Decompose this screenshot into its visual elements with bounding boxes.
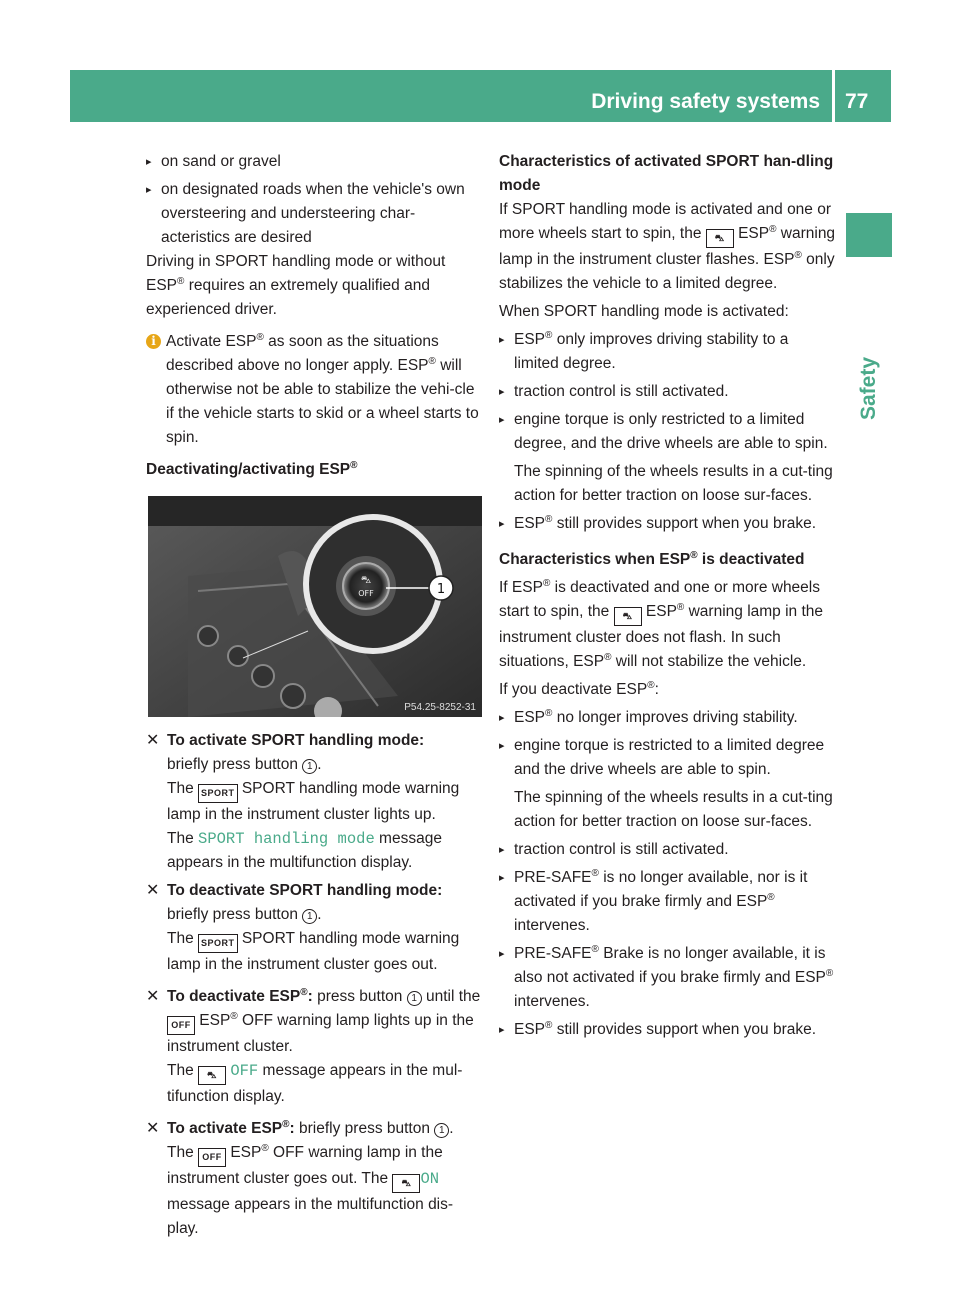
display-message: SPORT handling mode bbox=[198, 830, 375, 848]
photo-reference-label: P54.25-8252-31 bbox=[404, 702, 476, 713]
step-arrow-icon: ✕ bbox=[146, 882, 160, 899]
info-note: i Activate ESP® as soon as the situations described above no longer apply. ESP® will otherwise not be able to stabilize the vehi-cle if the vehicle starts to skid or a wheel starts to spin. bbox=[146, 330, 482, 450]
svg-text:⛍: ⛍ bbox=[360, 575, 372, 586]
section-heading: Characteristics when ESP® is deactivated bbox=[499, 549, 805, 568]
info-icon: i bbox=[146, 334, 161, 349]
console-illustration bbox=[148, 496, 482, 717]
step-arrow-icon: ✕ bbox=[146, 988, 160, 1005]
list-item: ▸ ESP® still provides support when you brake. bbox=[499, 512, 836, 536]
esp-lamp-icon: ⛍ bbox=[614, 607, 642, 626]
list-item: ▸ PRE-SAFE® Brake is no longer available, it is also not activated if you brake firmly and ESP® intervenes. bbox=[499, 942, 836, 1014]
header-divider bbox=[832, 70, 835, 122]
page-number: 77 bbox=[845, 90, 869, 113]
sport-lamp-icon: SPORT bbox=[198, 934, 238, 953]
step-title: To activate SPORT handling mode: bbox=[167, 732, 425, 749]
list-item: ▸ on designated roads when the vehicle's own oversteering and understeering char-acteristics are desired bbox=[146, 178, 482, 250]
paragraph: Driving in SPORT handling mode or without ESP® requires an extremely qualified and experienced driver. bbox=[146, 253, 446, 318]
list-item: ▸ ESP® no longer improves driving stability. bbox=[499, 706, 836, 730]
section-heading: Deactivating/activating ESP® bbox=[146, 459, 358, 478]
paragraph: When SPORT handling mode is activated: bbox=[499, 303, 789, 320]
instruction-step: ✕ To activate ESP®: briefly press button 1 . The OFF ESP® OFF warning lamp in the instrument cluster goes out. The ⛍ ON message appears in the multifunction dis-play. bbox=[146, 1118, 454, 1237]
paragraph: If ESP® is deactivated and one or more wheels start to spin, the ⛍ ESP® warning lamp in the instrument cluster does not flash. In such situations, ESP® will not stabilize the vehicle. bbox=[499, 577, 824, 670]
button-callout-icon: 1 bbox=[302, 909, 317, 924]
list-item: ▸ on sand or gravel bbox=[146, 150, 482, 174]
left-column bbox=[146, 150, 482, 1241]
display-message: ON bbox=[420, 1170, 440, 1188]
button-callout-icon: 1 bbox=[434, 1123, 449, 1138]
paragraph: If SPORT handling mode is activated and one or more wheels start to spin, the ⛍ ESP® warning lamp in the instrument cluster flashes. ESP® only stabilizes the vehicle to a limited degree. bbox=[499, 201, 836, 292]
esp-lamp-icon: ⛍ bbox=[198, 1066, 226, 1085]
section-tab-marker bbox=[846, 213, 892, 257]
list-item: ▸ ESP® only improves driving stability to a limited degree. bbox=[499, 328, 836, 376]
list-item: ▸ traction control is still activated. bbox=[499, 380, 836, 404]
button-callout-icon: 1 bbox=[407, 991, 422, 1006]
section-tab-label: Safety bbox=[857, 356, 880, 420]
list-item: ▸ ESP® still provides support when you brake. bbox=[499, 1018, 836, 1042]
list-item: ▸ PRE-SAFE® is no longer available, nor is it activated if you brake firmly and ESP® intervenes. bbox=[499, 866, 836, 938]
instruction-step: ✕ To deactivate SPORT handling mode: briefly press button 1 . The SPORT SPORT handling mode warning lamp in the instrument cluster goes out. bbox=[146, 879, 482, 977]
page-title: Driving safety systems bbox=[591, 90, 820, 113]
button-callout-icon: 1 bbox=[302, 759, 317, 774]
display-message: OFF bbox=[230, 1062, 259, 1080]
esp-lamp-icon: ⛍ bbox=[392, 1174, 420, 1193]
step-arrow-icon: ✕ bbox=[146, 1120, 160, 1137]
list-item: ▸ traction control is still activated. bbox=[499, 838, 836, 862]
esp-off-lamp-icon: OFF bbox=[198, 1148, 226, 1167]
right-column bbox=[499, 150, 836, 1042]
list-item-note: The spinning of the wheels results in a cut-ting action for better traction on loose sur-faces. bbox=[514, 463, 833, 504]
list-item-note: The spinning of the wheels results in a cut-ting action for better traction on loose sur-faces. bbox=[514, 789, 833, 830]
esp-button-photo bbox=[148, 496, 482, 717]
instruction-step: ✕ To activate SPORT handling mode: briefly press button 1 . The SPORT SPORT handling mode warning lamp in the instrument cluster lights up. The SPORT handling mode message appears in the multifunction display. bbox=[146, 729, 482, 875]
svg-text:OFF: OFF bbox=[358, 589, 374, 598]
section-heading: Characteristics of activated SPORT han-dling mode bbox=[499, 153, 834, 194]
sport-lamp-icon: SPORT bbox=[198, 784, 238, 803]
step-title: To deactivate SPORT handling mode: bbox=[167, 882, 443, 899]
paragraph: If you deactivate ESP®: bbox=[499, 679, 659, 698]
esp-lamp-icon: ⛍ bbox=[706, 229, 734, 248]
instruction-step: ✕ To deactivate ESP®: press button 1 until the OFF ESP® OFF warning lamp lights up in the instrument cluster. The ⛍ OFF message appears in the mul-tifunction display. bbox=[146, 986, 481, 1105]
list-item: ▸ engine torque is only restricted to a limited degree, and the drive wheels are able to spin. bbox=[499, 408, 836, 456]
esp-off-lamp-icon: OFF bbox=[167, 1016, 195, 1035]
list-item: ▸ engine torque is restricted to a limited degree and the drive wheels are able to spin. bbox=[499, 734, 836, 782]
step-arrow-icon: ✕ bbox=[146, 732, 160, 749]
callout-number: 1 bbox=[436, 582, 446, 597]
